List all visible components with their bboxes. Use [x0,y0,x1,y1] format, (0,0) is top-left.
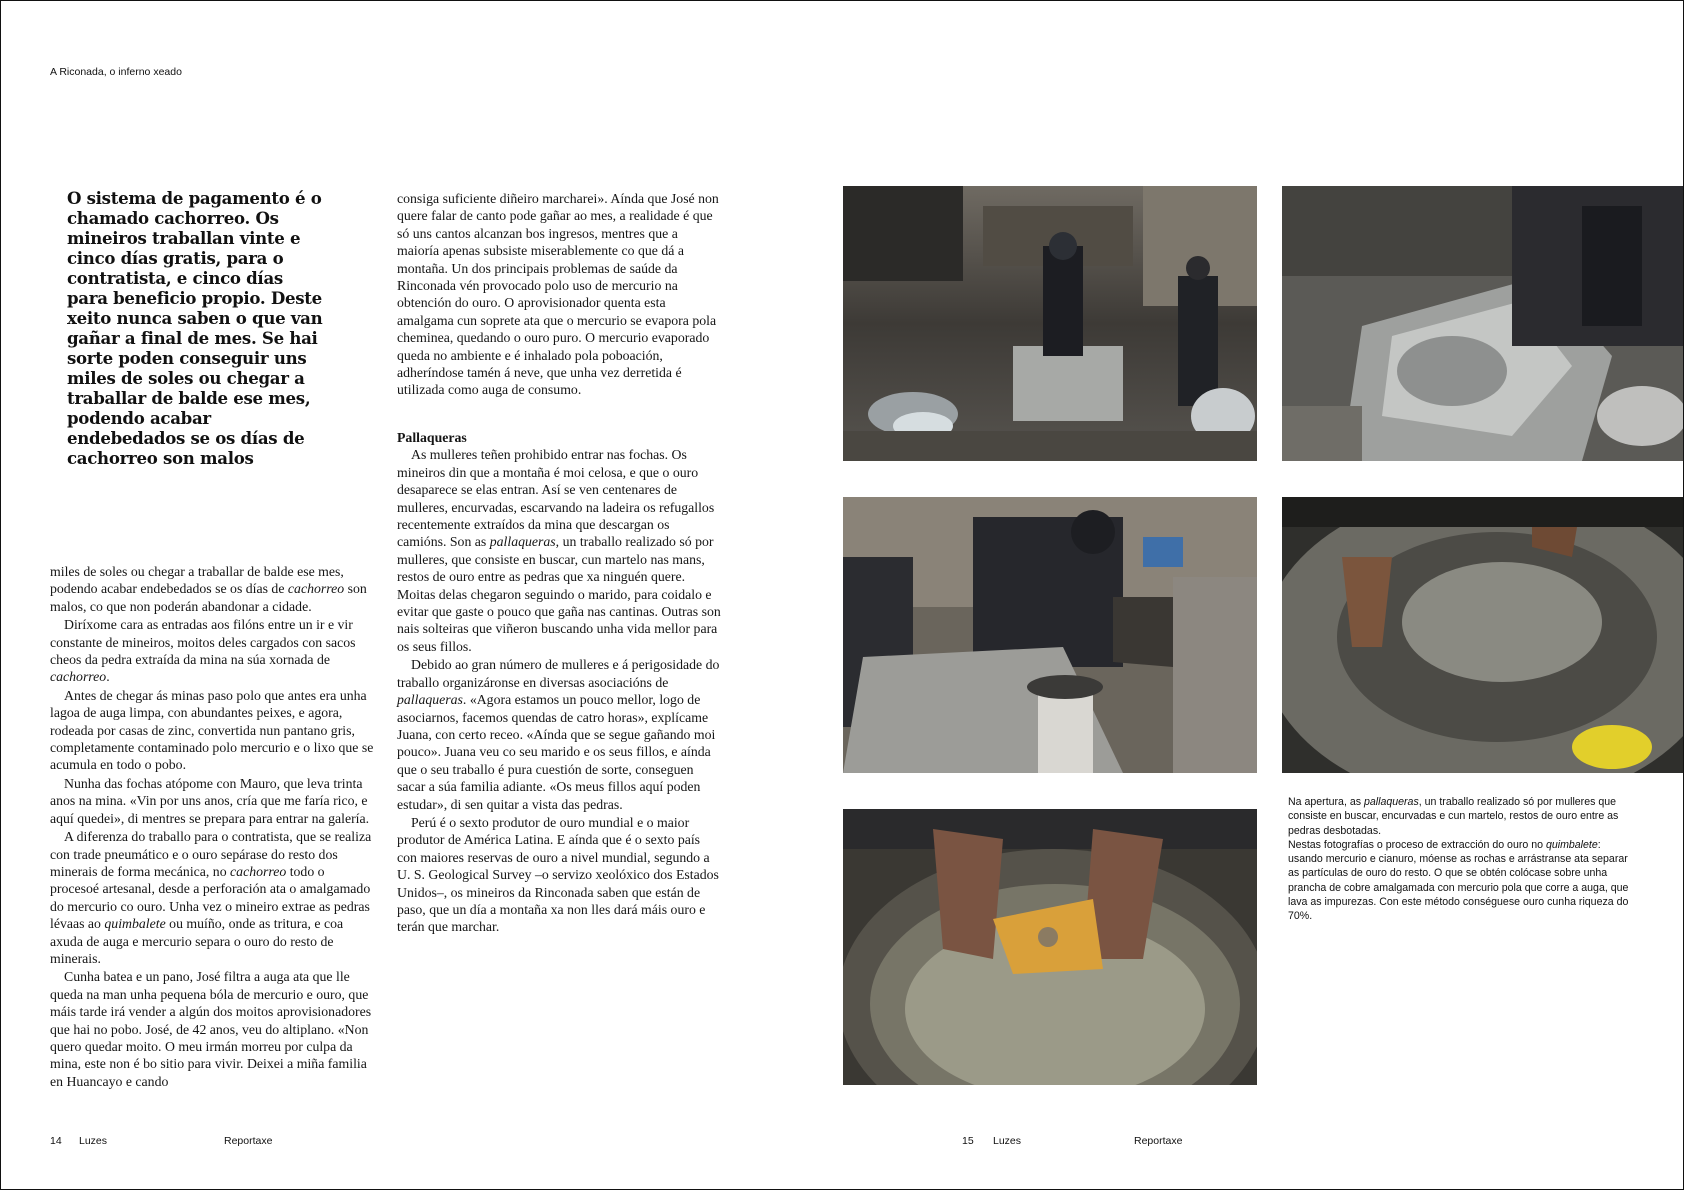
paragraph: Perú é o sexto produtor de ouro mundial e o maior produtor de América Latina. E aínda que é o sexto país con maiores reservas de ouro a nivel mundial, segundo a U. S. Geological Survey –o servizo xeolóxico dos Estados Unidos–, os mineiros da Rinconada saben que están de paso, que un día a montaña xa non lles dará máis ouro e terán que marchar. [397,814,719,935]
magazine-name-left: Luzes [79,1135,108,1147]
page-number-left: 14 [50,1135,62,1147]
photo-caption [1288,795,1633,924]
paragraph: miles de soles ou chegar a traballar de balde ese mes, podendo acabar endebedados se os días de cachorreo son malos, co que non poderán abandonar a cidade. [50,564,367,614]
caption-paragraph: Na apertura, as pallaqueras, un traballo realizado só por mulleres que consiste en buscar, encurvadas e cun martelo, restos de ouro entre as pedras desbotadas. [1288,796,1619,837]
page-number-right: 15 [962,1135,974,1147]
body-column-middle-bottom [397,429,721,937]
paragraph: A diferenza do traballo para o contratista, que se realiza con trade pneumático e o ouro sepárase do resto dos minerais de forma mecánica, no cachorreo todo o procesoé artesanal, desde a perforación ata o amalgamado do mercurio co ouro. Unha vez o mineiro extrae as pedras lévaas ao quimbalete ou muíño, onde as tritura, e coa axuda de auga e mercurio separa o ouro do resto de minerais. [50,829,372,966]
photo-miner-burner [843,497,1257,773]
photo-miners-workshop [843,186,1257,461]
paragraph: Antes de chegar ás minas paso polo que antes era unha lagoa de auga limpa, con abundantes peixes, e agora, rodeada por casas de zinc, convertida nun pantano gris, completamente contaminado polo mercurio e o lixo que se acumula en todo o pobo. [50,687,374,773]
magazine-name-right: Luzes [993,1135,1022,1147]
paragraph: Cunha batea e un pano, José filtra a auga ata que lle queda na man unha pequena bóla de mercurio e ouro, que máis tarde irá vender a algún dos moitos aprovisionadores que hai no pobo. José, de 42 anos, veu do altiplano. «Non quero quedar moito. O meu irmán morreu por culpa da mina, este non é bo sitio para vivir. Deixei a miña familia en Huancayo e cando [50,969,372,1089]
paragraph: As mulleres teñen prohibido entrar nas fochas. Os mineiros din que a montaña é moi celosa, e que o ouro desaparece se elas entran. Así se ven centenares de mulleres, encurvadas, escarvando na ladeira os refugallos recentemente extraídos da mina que descargan os camións. Son as pallaqueras, un traballo realizado só por mulleres, que consiste en buscar, cun martelo nas mans, restos de ouro entre as pedras que xa ninguén quere. Moitas delas chegaron seguindo o marido, para coidalo e evitar que gaste o pouco que gaña nas cantinas. Outras son nais solteiras que viñeron buscando unha vida mellor para os seus fillos. [397,447,721,654]
paragraph: Nunha das fochas atópome con Mauro, que leva trinta anos na mina. «Vin por uns anos, cría que me faría rico, e aquí quedei», di mentres se prepara para entrar na galería. [50,775,370,826]
caption-paragraph: Nestas fotografías o proceso de extracción do ouro no quimbalete: usando mercurio e cianuro, móense as rochas e arrástranse ata separar as partículas de ouro do resto. O que se obtén colócase sobre unha prancha de cobre amalgamada con mercurio pola que corre a auga, que lava as impurezas. Con este método conséguese ouro cunha riqueza do 70%. [1288,838,1629,923]
running-head: A Riconada, o inferno xeado [50,66,182,78]
paragraph: Diríxome cara as entradas aos filóns entre un ir e vir constante de mineiros, moitos deles cargados con sacos cheos da pedra extraída da mina na súa xornada de cachorreo. [50,617,356,685]
section-subhead: Pallaqueras [397,430,467,445]
body-column-middle-top [397,190,721,400]
photo-grinding-stone [1282,186,1684,461]
pull-quote: O sistema de pagamento é o chamado cachorreo. Os mineiros traballan vinte e cinco días gratis, para o contratista, e cinco días para beneficio propio. Deste xeito nunca saben o que van gañar a final de mes. Se hai sorte poden conseguir uns miles de soles ou chegar a traballar de balde ese mes, podendo acabar endebedados se os días de cachorreo son malos [67,188,323,468]
photo-hands-gold-cloth [843,809,1257,1085]
paragraph: consiga suficiente diñeiro marcharei». Aínda que José non quere falar de canto pode gañar ao mes, a realidade é que só uns cantos alcanzan bos ingresos, mentres que a maioría apenas subsiste miserablemente co que dá a montaña. Un dos principais problemas de saúde da Rinconada vén provocado polo uso de mercurio na obtención do ouro. O aprovisionador quenta esta amalgama cun soprete ata que o mercurio se evapora pola cheminea, quedando o ouro puro. O mercurio evaporado queda no ambiente e é inhalado pola poboación, adheríndose tamén á neve, que unha vez derretida é utilizada como auga de consumo. [397,191,719,398]
photo-water-basin [1282,497,1684,773]
section-name-left: Reportaxe [224,1135,273,1147]
body-column-left [50,563,375,1091]
section-name-right: Reportaxe [1134,1135,1183,1147]
paragraph: Debido ao gran número de mulleres e á perigosidade do traballo organizáronse en diversas asociacións de pallaqueras. «Agora estamos un pouco mellor, logo de asociarnos, facemos quendas de catro horas», explícame Juana, con certo receo. «Aínda que se segue gañando moi pouco». Juana veu co seu marido e os seus fillos, e aínda que o seu traballo é pura cuestión de sorte, conseguen sacar a súa familia adiante. «Os meus fillos aquí poden estudar», di sen quitar a vista das pedras. [397,657,720,812]
